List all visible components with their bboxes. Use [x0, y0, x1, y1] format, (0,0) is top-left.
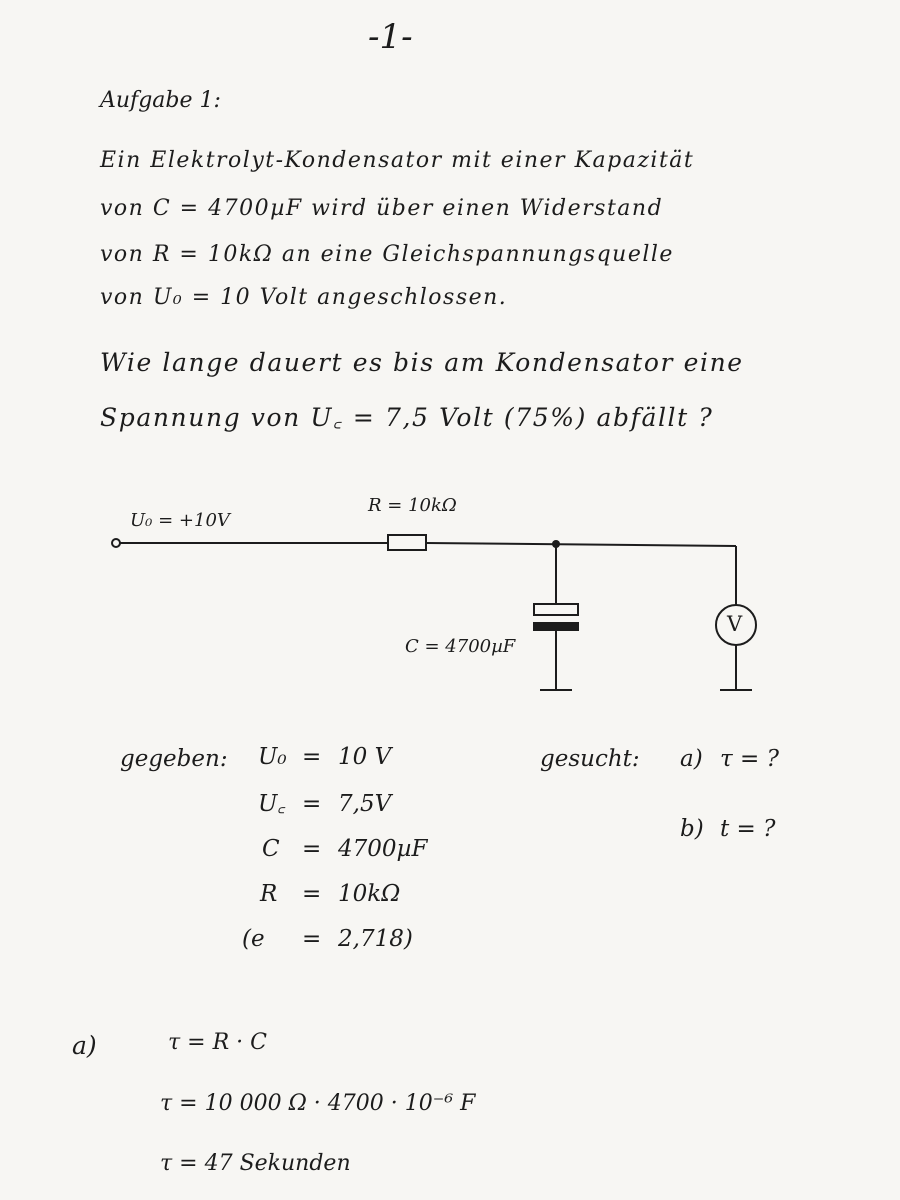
capacitor-plate-positive — [534, 604, 578, 615]
given-symbol: U꜀ — [258, 791, 286, 817]
page-number: -1- — [368, 17, 413, 57]
given-symbol: U₀ — [258, 744, 287, 770]
given-value: 7,5V — [338, 791, 392, 817]
given-equals: = — [302, 881, 322, 907]
sought-label: a) — [680, 746, 703, 772]
sought-label: b) — [680, 816, 704, 842]
wire — [426, 543, 736, 546]
question-line: Spannung von U꜀ = 7,5 Volt (75%) abfällt ? — [100, 403, 714, 432]
solution-label: a) — [72, 1031, 97, 1060]
given-equals: = — [302, 744, 322, 770]
question-line: Wie lange dauert es bis am Kondensator eine — [100, 348, 744, 377]
statement-line: von C = 4700µF wird über einen Widerstand — [100, 196, 664, 221]
source-terminal — [112, 539, 120, 547]
given-equals: = — [302, 791, 322, 817]
given-symbol: (e — [242, 926, 265, 952]
given-value: 10kΩ — [338, 881, 401, 907]
sought-item: t = ? — [720, 816, 776, 842]
statement-line: von R = 10kΩ an eine Gleichspannungsquelle — [100, 242, 674, 267]
solution-line: τ = R · C — [168, 1030, 267, 1055]
given-symbol: C — [262, 836, 280, 862]
given-symbol: R — [260, 881, 278, 907]
solution-line: τ = 10 000 Ω · 4700 · 10⁻⁶ F — [160, 1091, 476, 1116]
given-title: gegeben: — [120, 746, 228, 772]
given-equals: = — [302, 926, 322, 952]
source-label: U₀ = +10V — [130, 510, 230, 531]
capacitor-plate-negative — [534, 623, 578, 630]
given-value: 2,718) — [338, 926, 413, 952]
resistor-label: R = 10kΩ — [368, 495, 457, 516]
statement-line: Ein Elektrolyt-Kondensator mit einer Kapazität — [100, 148, 695, 173]
given-value: 4700µF — [338, 836, 428, 862]
task-heading: Aufgabe 1: — [100, 88, 221, 113]
given-equals: = — [302, 836, 322, 862]
sought-title: gesucht: — [540, 746, 640, 772]
voltmeter-symbol: V — [727, 612, 743, 636]
resistor-symbol — [388, 535, 426, 550]
given-value: 10 V — [338, 744, 392, 770]
solution-line: τ = 47 Sekunden — [160, 1151, 351, 1176]
sought-item: τ = ? — [720, 746, 779, 772]
statement-line: von U₀ = 10 Volt angeschlossen. — [100, 285, 508, 310]
junction-dot — [552, 540, 560, 548]
capacitor-label: C = 4700µF — [405, 636, 516, 657]
